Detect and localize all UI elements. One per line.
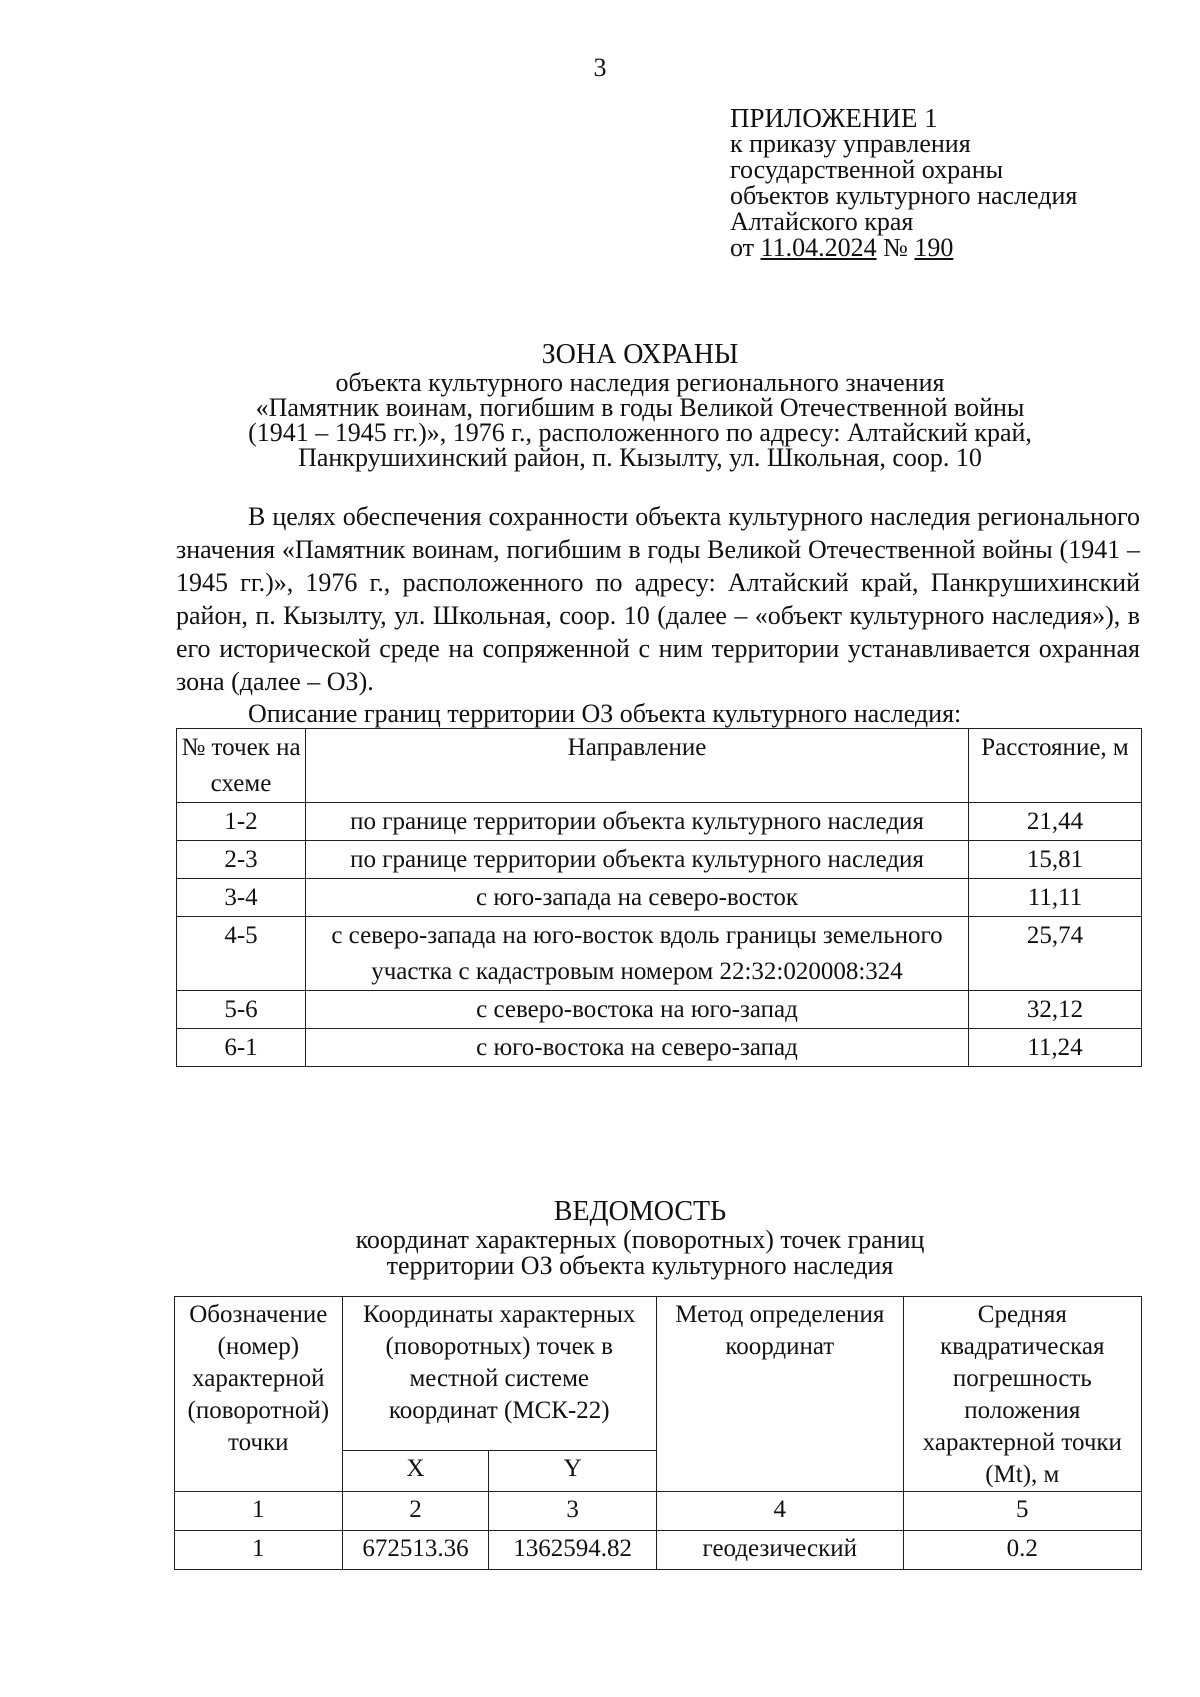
zone-line: объекта культурного наследия регионального значения xyxy=(335,368,945,397)
column-number: 5 xyxy=(903,1492,1141,1531)
appendix-line: Алтайского края xyxy=(730,207,914,236)
table-row xyxy=(177,991,1142,1029)
vedomost-line: координат характерных (поворотных) точек границ xyxy=(355,1225,925,1254)
cell-points: 6-1 xyxy=(177,1029,306,1067)
header-distance: Расстояние, м xyxy=(969,729,1142,803)
table-row xyxy=(177,879,1142,917)
body-paragraph: В целях обеспечения сохранности объекта культурного наследия регионального значения «Памятник воинам, погибшим в годы Великой Отечественной войны (1941 – 1945 гг.)», 1976 г., расположенного по адресу: Алтайский край, Панкрушихинский район, п. Кызылту, ул. Школьная, соор. 10 (далее – «объект культурного наследия»), в его исторической среде на сопряженной с ним территории устанавливается охранная зона (далее – ОЗ). xyxy=(176,502,1140,696)
coordinates-table xyxy=(174,1296,1142,1570)
header-method: Метод определения координат xyxy=(656,1297,903,1492)
zone-heading xyxy=(200,340,1080,470)
vedomost-heading xyxy=(160,1197,1120,1279)
table-row xyxy=(175,1531,1142,1570)
header-coordinates: Координаты характерных (поворотных) точек в местной системе координат (МСК-22) xyxy=(342,1297,656,1451)
header-designation: Обозначение (номер) характерной (поворотной) точки xyxy=(175,1297,343,1492)
column-number: 3 xyxy=(489,1492,657,1531)
cell-direction: с юго-запада на северо-восток xyxy=(306,879,969,917)
header-points: № точек на схеме xyxy=(177,729,306,803)
zone-line: Панкрушихинский район, п. Кызылту, ул. Школьная, соор. 10 xyxy=(298,443,982,472)
header-direction: Направление xyxy=(306,729,969,803)
cell-distance: 32,12 xyxy=(969,991,1142,1029)
table-row xyxy=(177,803,1142,841)
cell-points: 3-4 xyxy=(177,879,306,917)
cell-distance: 25,74 xyxy=(969,917,1142,991)
column-number: 1 xyxy=(175,1492,343,1531)
cell-x: 672513.36 xyxy=(342,1531,489,1570)
appendix-line: объектов культурного наследия xyxy=(730,181,1078,210)
table-row xyxy=(177,917,1142,991)
cell-distance: 11,24 xyxy=(969,1029,1142,1067)
cell-distance: 11,11 xyxy=(969,879,1142,917)
cell-error: 0.2 xyxy=(903,1531,1141,1570)
column-number-row xyxy=(175,1492,1142,1531)
table-row xyxy=(177,841,1142,879)
zone-line: (1941 – 1945 гг.)», 1976 г., расположенного по адресу: Алтайский край, xyxy=(248,418,1032,447)
page-number: 3 xyxy=(593,53,607,82)
table-header-row xyxy=(177,729,1142,803)
table-row xyxy=(177,1029,1142,1067)
number-prefix: № xyxy=(876,233,915,262)
header-x: X xyxy=(342,1450,489,1491)
zone-line: «Памятник воинам, погибшим в годы Великой Отечественной войны xyxy=(255,393,1025,422)
cell-points: 2-3 xyxy=(177,841,306,879)
column-number: 4 xyxy=(656,1492,903,1531)
cell-distance: 21,44 xyxy=(969,803,1142,841)
cell-direction: с северо-востока на юго-запад xyxy=(306,991,969,1029)
date-prefix: от xyxy=(730,233,761,262)
appendix-line: к приказу управления xyxy=(730,129,971,158)
vedomost-line: территории ОЗ объекта культурного наследия xyxy=(386,1251,894,1280)
borders-table xyxy=(176,728,1142,1067)
appendix-line: государственной охраны xyxy=(730,155,1004,184)
cell-points: 1-2 xyxy=(177,803,306,841)
column-number: 2 xyxy=(342,1492,489,1531)
appendix-title: ПРИЛОЖЕНИЕ 1 xyxy=(730,103,938,133)
cell-direction: по границе территории объекта культурного наследия xyxy=(306,803,969,841)
cell-points: 5-6 xyxy=(177,991,306,1029)
header-error: Средняя квадратическая погрешность положения характерной точки (Mt), м xyxy=(903,1297,1141,1492)
order-date: 11.04.2024 xyxy=(760,233,877,262)
appendix-block xyxy=(730,105,1077,261)
cell-distance: 15,81 xyxy=(969,841,1142,879)
zone-title: ЗОНА ОХРАНЫ xyxy=(541,339,739,370)
cell-point: 1 xyxy=(175,1531,343,1570)
order-number: 190 xyxy=(914,233,954,262)
cell-points: 4-5 xyxy=(177,917,306,991)
header-y: Y xyxy=(489,1450,657,1491)
cell-direction: с юго-востока на северо-запад xyxy=(306,1029,969,1067)
cell-direction: с северо-запада на юго-восток вдоль границы земельного участка с кадастровым номером 22:32:020008:324 xyxy=(306,917,969,991)
table-intro: Описание границ территории ОЗ объекта культурного наследия: xyxy=(248,699,962,728)
appendix-date-line xyxy=(730,235,1077,261)
cell-y: 1362594.82 xyxy=(489,1531,657,1570)
table-header-row xyxy=(175,1297,1142,1451)
cell-method: геодезический xyxy=(656,1531,903,1570)
vedomost-title: ВЕДОМОСТЬ xyxy=(553,1196,727,1227)
cell-direction: по границе территории объекта культурного наследия xyxy=(306,841,969,879)
